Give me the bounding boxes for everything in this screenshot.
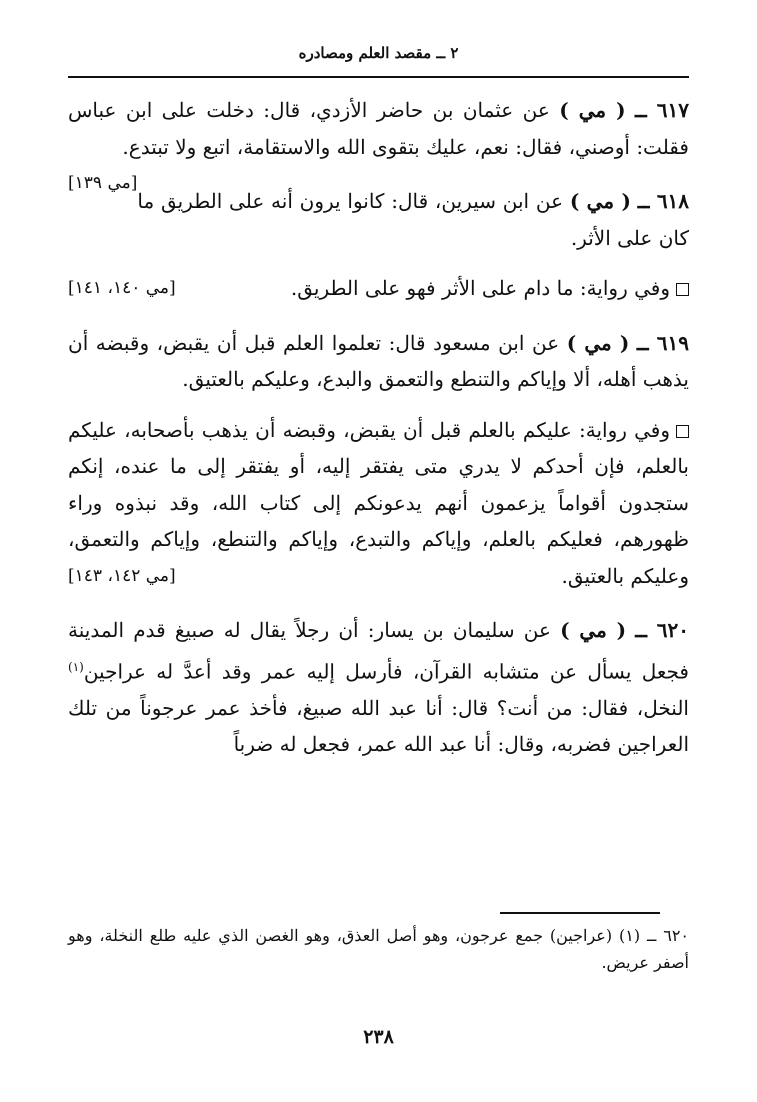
- footnote-620: [68, 922, 689, 976]
- entry-number: ٦١٧ ــ: [635, 98, 690, 122]
- entry-text: عن ابن مسعود قال: تعلموا العلم قبل أن يقبض، وقبضه أن يذهب أهله، ألا وإياكم والتنطع والتعمق والبدع، وعليكم بالعتيق.: [68, 330, 689, 391]
- variant-619: [68, 412, 689, 595]
- source-tag: ( مي ): [559, 98, 626, 122]
- hadith-619: [68, 325, 689, 398]
- header-divider: [68, 76, 689, 78]
- footnote-text: (عراجين) جمع عرجون، وهو أصل العذق، وهو الغصن الذي عليه طلع النخلة، وهو أصفر عريض.: [68, 926, 689, 972]
- hadith-617: [68, 92, 690, 193]
- entry-text-continued: النخل، فقال: من أنت؟ قال: أنا عبد الله صبيغ، فأخذ عمر عرجوناً من تلك العراجين فضربه، وقال: أنا عبد الله عمر، فجعل له ضرباً: [68, 695, 689, 757]
- entry-number: ٦٢٠ ــ: [635, 618, 690, 642]
- entry-number: ٦١٨ ــ: [637, 189, 690, 213]
- page-number: ٢٣٨: [363, 1026, 394, 1048]
- reference: [مي ١٣٩]: [68, 173, 138, 193]
- entry-text: عن عثمان بن حاضر الأزدي، قال: دخلت على ابن عباس فقلت: أوصني، فقال: نعم، عليك بتقوى الله والاستقامة، اتبع ولا تبتدع.: [68, 98, 689, 159]
- hadith-620: [68, 612, 689, 763]
- reference: [مي ١٤٢، ١٤٣]: [68, 565, 176, 586]
- reference: [مي ١٤٠، ١٤١]: [68, 278, 176, 298]
- variant-text: وفي رواية: ما دام على الأثر فهو على الطريق.: [290, 276, 670, 300]
- page-body: [68, 92, 689, 763]
- running-header: ٢ ــ مقصد العلم ومصادره: [298, 44, 459, 62]
- entry-text: عن ابن سيرين، قال: كانوا يرون أنه على الطريق ما كان على الأثر.: [137, 189, 689, 250]
- entry-text: عن سليمان بن يسار: أن رجلاً يقال له صبيغ قدم المدينة فجعل يسأل عن متشابه القرآن، فأرسل إليه عمر وقد أعدَّ له عراجين: [68, 618, 689, 684]
- entry-number: ٦١٩ ــ: [636, 330, 690, 355]
- square-bullet-icon: [676, 425, 689, 438]
- variant-text: وفي رواية: عليكم بالعلم قبل أن يقبض، وقبضه أن يذهب بأصحابه، عليكم بالعلم، فإن أحدكم لا يدري متى يفتقر إليه، أو يفتقر إلى ما عنده، إنكم ستجدون أقواماً يزعمون أنهم يدعونكم إلى كتاب الله، وقد نبذوه وراء ظهورهم، فعليكم بالعلم، وإياكم والتبدع، وإياكم والتنطع، وإياكم والتعمق، وعليكم بالعتيق.: [68, 417, 689, 588]
- variant-618: [68, 270, 689, 307]
- hadith-618: [68, 183, 689, 256]
- source-tag: ( مي ): [569, 189, 631, 213]
- square-bullet-icon: [676, 283, 689, 296]
- source-tag: ( مي ): [560, 618, 627, 642]
- footnotes: [68, 922, 689, 976]
- footnote-divider: [500, 912, 660, 914]
- source-tag: ( مي ): [566, 330, 630, 355]
- footnote-label: ٦٢٠ ــ (١): [618, 926, 689, 945]
- footnote-marker[interactable]: (١): [68, 659, 84, 674]
